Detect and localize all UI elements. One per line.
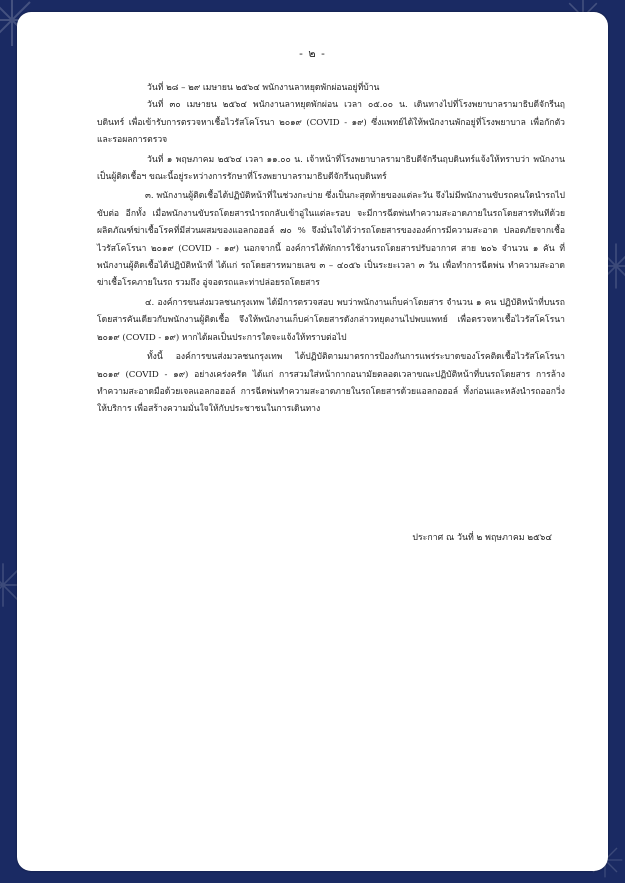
paragraph-apr-28-29: วันที่ ๒๘ – ๒๙ เมษายน ๒๕๖๔ พนักงานลาหยุดพักผ่อนอยู่ที่บ้าน [147, 83, 380, 93]
paragraph-item-3: ๓. พนักงานผู้ติดเชื้อได้ปฏิบัติหน้าที่ในช่วงกะบ่าย ซึ่งเป็นกะสุดท้ายของแต่ละวัน จึงไม่มีพนักงานขับรถคนใดนำรถไปขับต่อ อีกทั้ง เมื่อพนักงานขับรถโดยสารนำรถกลับเข้าอู่ในแต่ละรอบ จะมีการฉีดพ่นทำความสะอาดภายในรถโดยสารทันทีด้วยผลิตภัณฑ์ฆ่าเชื้อโรคที่มีส่วนผสมของแอลกอฮอล์ ๗๐ % จึงมั่นใจได้ว่ารถโดยสารขององค์การมีความสะอาด ปลอดภัยจากเชื้อไวรัสโคโรนา ๒๐๑๙ (COVID - ๑๙) นอกจากนี้ องค์การได้พักการใช้งานรถโดยสารปรับอากาศ สาย ๒๐๖ จำนวน ๑ คัน ที่พนักงานผู้ติดเชื้อได้ปฏิบัติหน้าที่ ได้แก่ รถโดยสารหมายเลข ๓ – ๔๐๕๖ เป็นระยะเวลา ๓ วัน เพื่อทำการฉีดพ่น ทำความสะอาดฆ่าเชื้อโรคภายในรถ รวมถึง อู่จอดรถและท่าปล่อยรถโดยสาร [97, 191, 565, 289]
announcement-signoff: ประกาศ ณ วันที่ ๒ พฤษภาคม ๒๕๖๔ [412, 533, 552, 543]
page-number: - ๒ - [299, 47, 326, 60]
paragraph-summary: ทั้งนี้ องค์การขนส่งมวลชนกรุงเทพ ได้ปฏิบัติตามมาตรการป้องกันการแพร่ระบาดของโรคติดเชื้อไวรัสโคโรนา ๒๐๑๙ (COVID - ๑๙) อย่างเคร่งครัด ได้แก่ การสวมใส่หน้ากากอนามัยตลอดเวลาขณะปฏิบัติหน้าที่บนรถโดยสาร การล้างทำความสะอาดมือด้วยเจลแอลกอฮอล์ การฉีดพ่นทำความสะอาดภายในรถโดยสารด้วยแอลกอฮอล์ ทั้งก่อนและหลังนำรถออกวิ่งให้บริการ เพื่อสร้างความมั่นใจให้กับประชาชนในการเดินทาง [97, 352, 565, 415]
paragraph-apr-30: วันที่ ๓๐ เมษายน ๒๕๖๔ พนักงานลาหยุดพักผ่อน เวลา ๐๕.๐๐ น. เดินทางไปที่โรงพยาบาลรามาธิบดีจักรีนฤบดินทร์ เพื่อเข้ารับการตรวจหาเชื้อไวรัสโคโรนา ๒๐๑๙ (COVID - ๑๙) ซึ่งแพทย์ได้ให้พนักงานพักอยู่ที่โรงพยาบาล เพื่อกักตัวและรอผลการตรวจ [97, 100, 565, 146]
document-body [97, 80, 565, 421]
paragraph-item-4: ๔. องค์การขนส่งมวลชนกรุงเทพ ได้มีการตรวจสอบ พบว่าพนักงานเก็บค่าโดยสาร จำนวน ๑ คน ปฏิบัติหน้าที่บนรถโดยสารคันเดียวกับพนักงานผู้ติดเชื้อ จึงให้พนักงานเก็บค่าโดยสารดังกล่าวหยุดงานไปพบแพทย์ เพื่อตรวจหาเชื้อไวรัสโคโรนา ๒๐๑๙ (COVID - ๑๙) หากได้ผลเป็นประการใดจะแจ้งให้ทราบต่อไป [97, 297, 565, 343]
paragraph-may-1: วันที่ ๑ พฤษภาคม ๒๕๖๔ เวลา ๑๑.๐๐ น. เจ้าหน้าที่โรงพยาบาลรามาธิบดีจักรีนฤบดินทร์แจ้งให้ทราบว่า พนักงานเป็นผู้ติดเชื้อฯ ขณะนี้อยู่ระหว่างการรักษาที่โรงพยาบาลรามาธิบดีจักรีนฤบดินทร์ [97, 154, 565, 183]
document-page [17, 12, 608, 871]
